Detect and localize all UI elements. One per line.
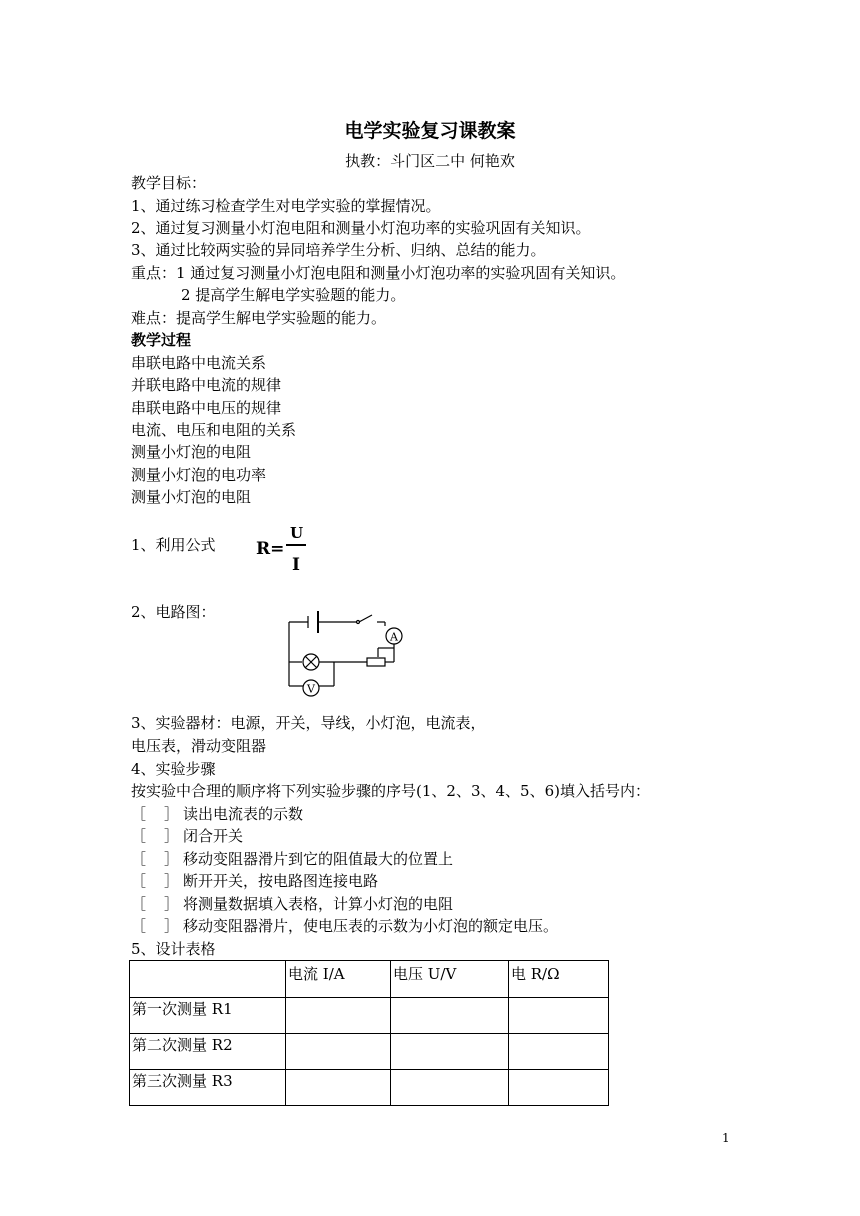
answer-bracket[interactable]: ［ ］: [131, 917, 180, 935]
switch-lever: [359, 615, 372, 622]
table-cell: 第三次测量 R3: [130, 1070, 286, 1106]
table-row: [130, 998, 609, 1034]
procedure-item: ［ ］ 断开开关，按电路图连接电路: [131, 872, 379, 890]
author-line: 执教：斗门区二中 何艳欢: [345, 152, 515, 170]
table-label: 5、设计表格: [131, 940, 216, 958]
table-cell[interactable]: [509, 998, 609, 1034]
circuit-label: 2、电路图：: [131, 603, 216, 621]
formula-label: 1、利用公式: [131, 536, 216, 554]
table-cell[interactable]: [286, 998, 391, 1034]
process-topic: 串联电路中电流关系: [131, 354, 267, 372]
process-topic: 并联电路中电流的规律: [131, 376, 282, 394]
answer-bracket[interactable]: ［ ］: [131, 895, 180, 913]
equipment-line-1: 3、实验器材：电源，开关，导线，小灯泡，电流表，: [131, 714, 486, 732]
answer-bracket[interactable]: ［ ］: [131, 872, 180, 890]
objective-item: 1、通过练习检查学生对电学实验的掌握情况。: [131, 197, 441, 215]
objective-item: 3、通过比较两实验的异同培养学生分析、归纳、总结的能力。: [131, 241, 546, 259]
key-point-1: 重点：1 通过复习测量小灯泡电阻和测量小灯泡功率的实验巩固有关知识。: [131, 264, 626, 282]
key-point-2: 2 提高学生解电学实验题的能力。: [181, 286, 406, 304]
table-header-row: [130, 961, 609, 998]
table-cell[interactable]: [391, 1034, 509, 1070]
difficulty-line: 难点：提高学生解电学实验题的能力。: [131, 309, 387, 327]
table-cell: 第一次测量 R1: [130, 998, 286, 1034]
procedure-item: ［ ］ 读出电流表的示数: [131, 805, 304, 823]
table-row: [130, 1034, 609, 1070]
formula-denominator: I: [292, 555, 300, 573]
table-cell[interactable]: [391, 1070, 509, 1106]
table-cell[interactable]: [509, 1070, 609, 1106]
voltmeter-label: V: [307, 682, 315, 696]
table-cell: 第二次测量 R2: [130, 1034, 286, 1070]
table-header-cell: [130, 961, 286, 998]
procedure-item: ［ ］ 闭合开关: [131, 827, 244, 845]
table-cell[interactable]: [391, 998, 509, 1034]
process-topic: 测量小灯泡的电功率: [131, 466, 267, 484]
table-row: [130, 1070, 609, 1106]
answer-bracket[interactable]: ［ ］: [131, 805, 180, 823]
answer-bracket[interactable]: ［ ］: [131, 827, 180, 845]
page-title: 电学实验复习课教案: [344, 120, 516, 142]
formula-lhs: R=: [256, 539, 285, 559]
objectives-heading: 教学目标：: [131, 174, 207, 192]
ammeter-label: A: [390, 630, 398, 644]
table-header-cell: 电 R/Ω: [509, 961, 609, 998]
table-header-cell: 电流 I/A: [286, 961, 391, 998]
process-heading: 教学过程: [131, 331, 192, 349]
page-number: 1: [722, 1131, 730, 1145]
table-cell[interactable]: [509, 1034, 609, 1070]
process-topic: 测量小灯泡的电阻: [131, 443, 252, 461]
formula-image: [256, 523, 318, 573]
procedure-item: ［ ］ 将测量数据填入表格，计算小灯泡的电阻: [131, 895, 454, 913]
procedure-item: ［ ］ 移动变阻器滑片，使电压表的示数为小灯泡的额定电压。: [131, 917, 559, 935]
process-topic: 测量小灯泡的电阻: [131, 488, 252, 506]
measurement-table: [129, 960, 609, 1106]
table-header-cell: 电压 U/V: [391, 961, 509, 998]
process-topic: 串联电路中电压的规律: [131, 399, 282, 417]
formula-numerator: U: [290, 524, 304, 542]
answer-bracket[interactable]: ［ ］: [131, 850, 180, 868]
procedure-label: 4、实验步骤: [131, 760, 216, 778]
table-cell[interactable]: [286, 1070, 391, 1106]
circuit-diagram: [280, 602, 420, 702]
objective-item: 2、通过复习测量小灯泡电阻和测量小灯泡功率的实验巩固有关知识。: [131, 219, 591, 237]
table-cell[interactable]: [286, 1034, 391, 1070]
rheostat-body: [367, 658, 385, 666]
equipment-line-2: 电压表，滑动变阻器: [131, 737, 267, 755]
procedure-item: ［ ］ 移动变阻器滑片到它的阻值最大的位置上: [131, 850, 454, 868]
procedure-instruction: 按实验中合理的顺序将下列实验步骤的序号(1、2、3、4、5、6)填入括号内：: [131, 782, 650, 800]
process-topic: 电流、电压和电阻的关系: [131, 421, 297, 439]
